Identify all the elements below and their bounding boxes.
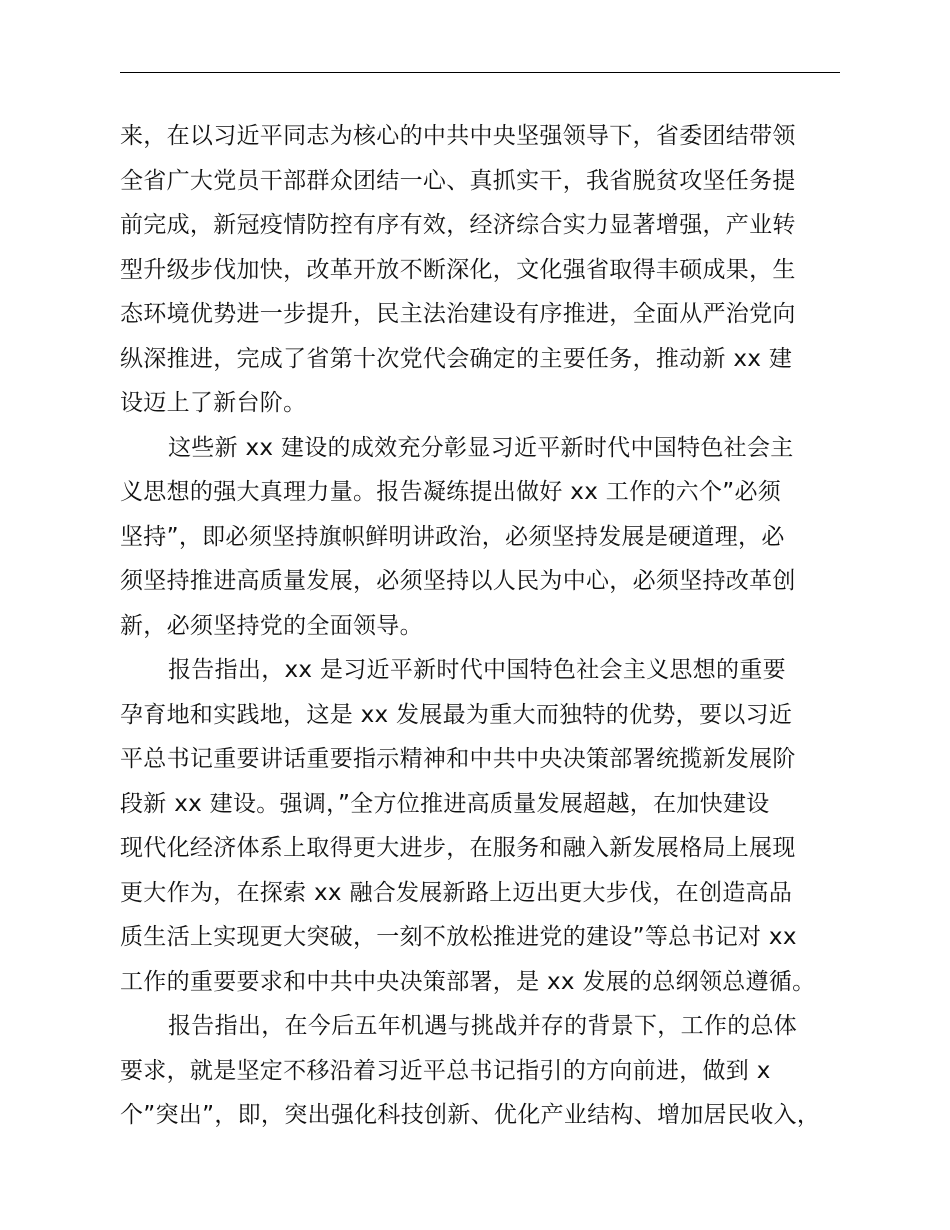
paragraph-first-line: 报告指出，xx 是习近平新时代中国特色社会主义思想的重要	[168, 657, 786, 683]
text-line: 义思想的强大真理力量。报告凝练提出做好 xx 工作的六个”必须	[120, 479, 782, 505]
text-line: 设迈上了新台阶。	[120, 390, 307, 416]
text-line: 须坚持推进高质量发展，必须坚持以人民为中心，必须坚持改革创	[120, 568, 796, 594]
text-line: 型升级步伐加快，改革开放不断深化，文化强省取得丰硕成果，生	[120, 256, 796, 283]
document-body	[120, 114, 840, 1138]
text-line: 来，在以习近平同志为核心的中共中央坚强领导下，省委团结带领	[120, 123, 796, 149]
text-line: 现代化经济体系上取得更大进步，在服务和融入新发展格局上展现	[120, 835, 796, 861]
text-line: 态环境优势进一步提升，民主法治建设有序推进，全面从严治党向	[120, 301, 796, 327]
text-line: 要求，就是坚定不移沿着习近平总书记指引的方向前进，做到 x	[120, 1057, 771, 1084]
text-line: 纵深推进，完成了省第十次党代会确定的主要任务，推动新 xx 建	[120, 345, 793, 372]
text-line: 个”突出”，即，突出强化科技创新、优化产业结构、增加居民收入，	[120, 1102, 821, 1128]
text-line: 坚持”，即必须坚持旗帜鲜明讲政治，必须坚持发展是硬道理，必	[120, 523, 785, 550]
text-line: 质生活上实现更大突破，一刻不放松推进党的建设”等总书记对 xx	[120, 924, 797, 950]
text-line: 全省广大党员干部群众团结一心、真抓实干，我省脱贫攻坚任务提	[120, 167, 796, 194]
text-line: 工作的重要要求和中共中央决策部署，是 xx 发展的总纲领总遵循。	[120, 968, 816, 995]
text-line: 平总书记重要讲话重要指示精神和中共中央决策部署统揽新发展阶	[120, 746, 796, 772]
text-line: 新，必须坚持党的全面领导。	[120, 612, 423, 639]
text-line: 前完成，新冠疫情防控有序有效，经济综合实力显著增强，产业转	[120, 212, 796, 238]
paragraph-first-line: 这些新 xx 建设的成效充分彰显习近平新时代中国特色社会主	[168, 434, 794, 461]
text-line: 段新 xx 建设。强调，”全方位推进高质量发展超越，在加快建设	[120, 790, 770, 817]
paragraph-first-line: 报告指出，在今后五年机遇与挑战并存的背景下，工作的总体	[168, 1013, 798, 1039]
header-rule	[120, 72, 840, 73]
text-line: 孕育地和实践地，这是 xx 发展最为重大而独特的优势，要以习近	[120, 701, 793, 728]
text-line: 更大作为，在探索 xx 融合发展新路上迈出更大步伐，在创造高品	[120, 879, 793, 906]
